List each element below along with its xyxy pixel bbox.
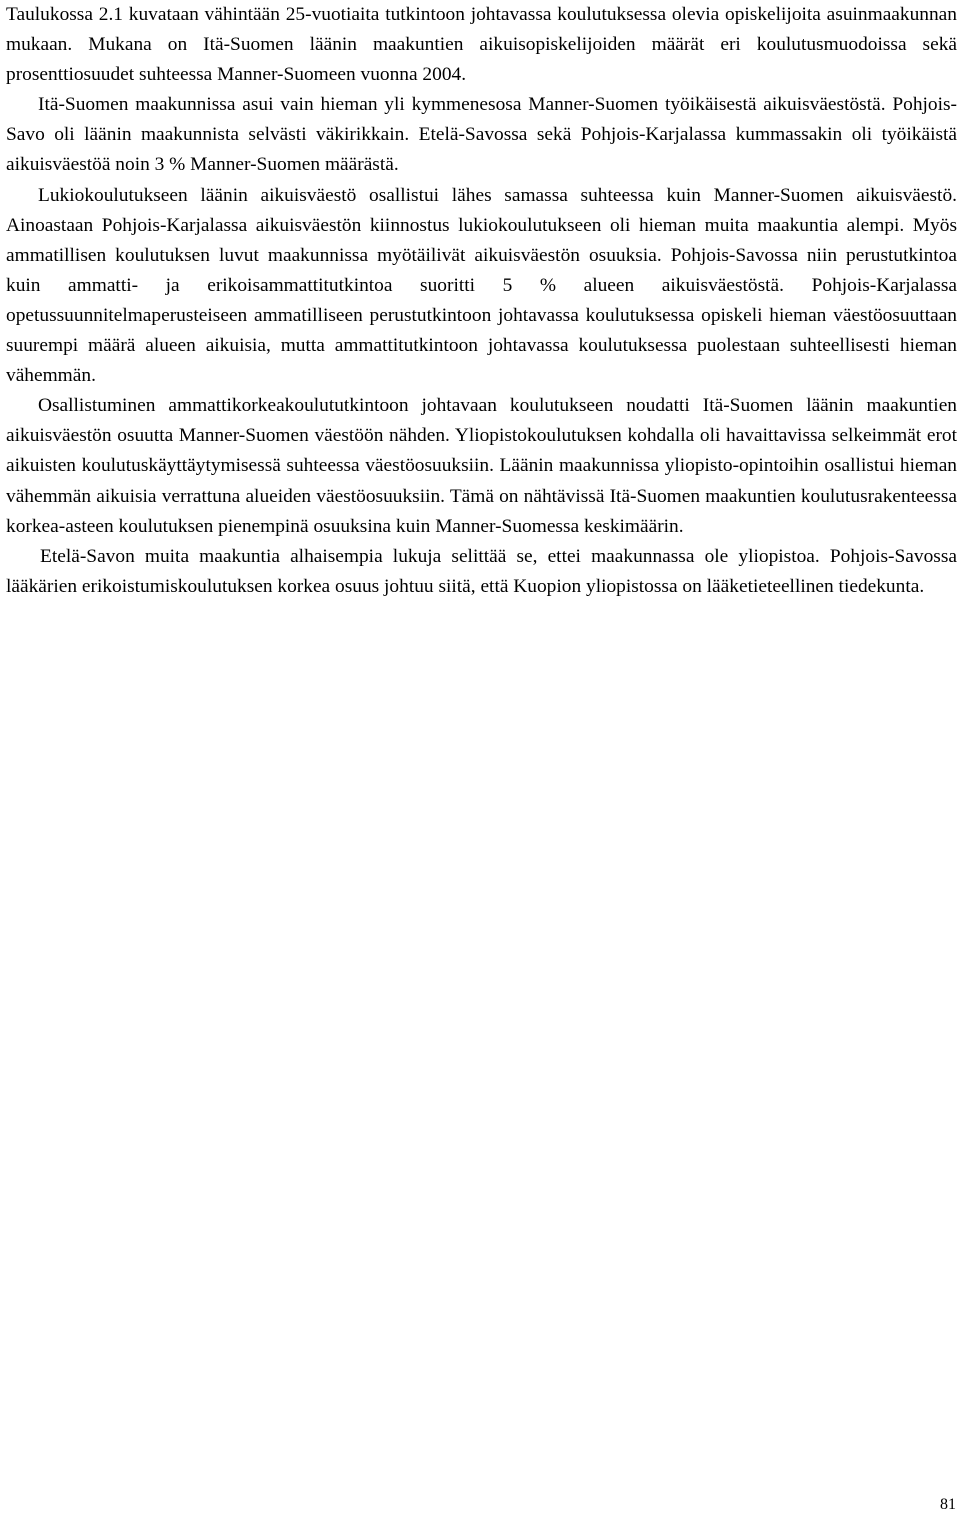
document-body <box>6 0 957 602</box>
paragraph-higher-education: Osallistuminen ammattikorkeakoulututkintoon johtavaan koulutukseen noudatti Itä-Suomen läänin maakuntien aikuisväestön osuutta Manner-Suomen väestöön nähden. Yliopistokoulutuksen kohdalla oli havaittavissa selkeimmät erot aikuisten koulutuskäyttäytymisessä suhteessa väestöosuuksiin. Läänin maakunnissa yliopisto-opintoihin osallistui hieman vähemmän aikuisia verrattuna alueiden väestöosuuksiin. Tämä on nähtävissä Itä-Suomen maakuntien koulutusrakenteessa korkea-asteen koulutuksen pienempinä osuuksina kuin Manner-Suomessa keskimäärin. <box>6 395 957 537</box>
paragraph-intro: Taulukossa 2.1 kuvataan vähintään 25-vuotiaita tutkintoon johtavassa koulutuksessa olevia opiskelijoita asuinmaakunnan mukaan. Mukana on Itä-Suomen läänin maakuntien aikuisopiskelijoiden määrät eri koulutusmuodoissa sekä prosenttiosuudet suhteessa Manner-Suomeen vuonna 2004. <box>6 4 957 86</box>
paragraph-population: Itä-Suomen maakunnissa asui vain hieman yli kymmenesosa Manner-Suomen työikäisestä aikuisväestöstä. Pohjois-Savo oli läänin maakunnista selvästi väkirikkain. Etelä-Savossa sekä Pohjois-Karjalassa kummassakin oli työikäistä aikuisväestöä noin 3 % Manner-Suomen määrästä. <box>6 94 957 176</box>
paragraph-etela-savo: Etelä-Savon muita maakuntia alhaisempia lukuja selittää se, ettei maakunnassa ole yliopistoa. Pohjois-Savossa lääkärien erikoistumiskoulutuksen korkea osuus johtuu siitä, että Kuopion yliopistossa on lääketieteellinen tiedekunta. <box>6 545 957 597</box>
page-number: 81 <box>940 1496 956 1513</box>
paragraph-upper-secondary: Lukiokoulutukseen läänin aikuisväestö osallistui lähes samassa suhteessa kuin Manner-Suomen aikuisväestö. Ainoastaan Pohjois-Karjalassa aikuisväestön kiinnostus lukiokoulutukseen oli hieman muita maakuntia alempi. Myös ammatillisen koulutuksen luvut maakunnissa myötäilivät aikuisväestön osuuksia. Pohjois-Savossa niin perustutkintoa kuin ammatti- ja erikoisammattitutkintoa suoritti 5 % alueen aikuisväestöstä. Pohjois-Karjalassa opetussuunnitelmaperusteiseen ammatilliseen perustutkintoon johtavassa koulutuksessa opiskeli hieman väestöosuuttaan suurempi määrä alueen aikuisia, mutta ammattitutkintoon johtavassa koulutuksessa puolestaan suhteellisesti hieman vähemmän. <box>6 184 957 387</box>
